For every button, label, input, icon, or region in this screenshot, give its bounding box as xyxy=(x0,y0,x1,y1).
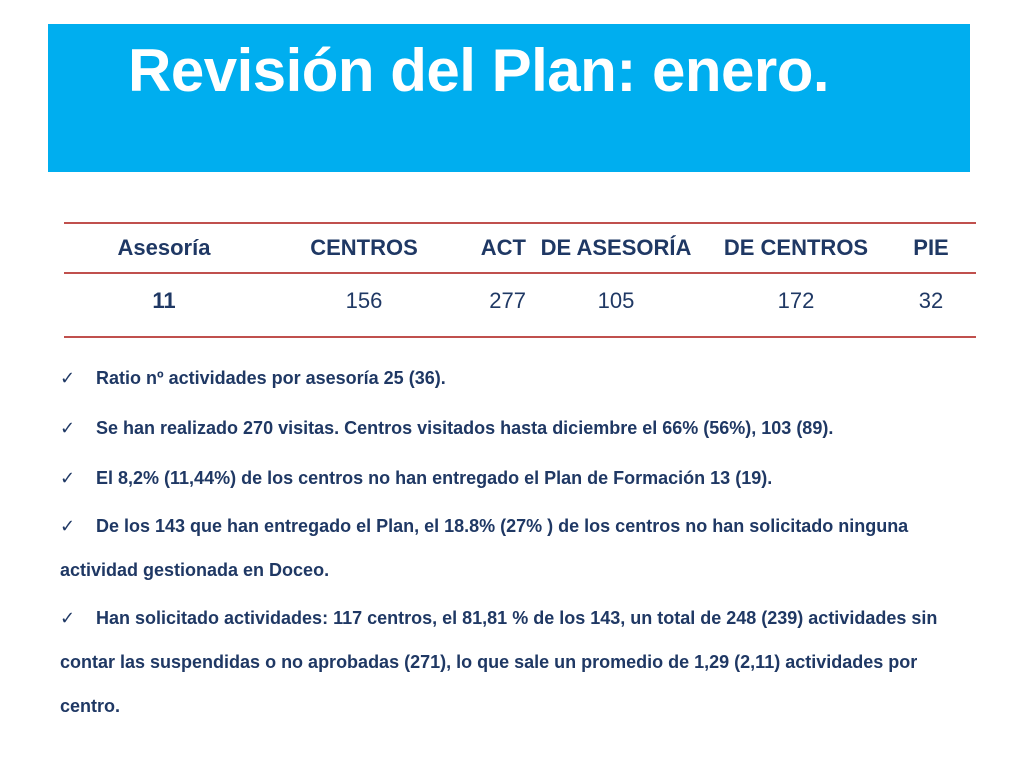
cell-centros: 156 xyxy=(264,273,464,337)
bullet-item xyxy=(60,456,960,500)
cell-act: 277 xyxy=(464,273,526,337)
cell-de-centros: 172 xyxy=(706,273,886,337)
checkmark-icon: ✓ xyxy=(60,468,76,488)
bullet-item xyxy=(60,596,960,728)
bullet-text: El 8,2% (11,44%) de los centros no han entregado el Plan de Formación 13 (19). xyxy=(96,468,773,488)
header-de-asesoria: DE ASESORÍA xyxy=(526,223,706,273)
cell-asesoria: 11 xyxy=(64,273,264,337)
checkmark-icon: ✓ xyxy=(60,516,76,536)
checkmark-icon: ✓ xyxy=(60,608,76,628)
header-pie: PIE xyxy=(886,223,976,273)
bullet-text: Han solicitado actividades: 117 centros, el 81,81 % de los 143, un total de 248 (239) actividades sin contar las suspendidas o no aprobadas (271), lo que sale un promedio de 1,29 (2,11) actividades por centro. xyxy=(60,608,938,716)
bullet-item xyxy=(60,406,960,450)
slide-title: Revisión del Plan: enero. xyxy=(128,37,830,104)
cell-pie: 32 xyxy=(886,273,976,337)
bullet-text: De los 143 que han entregado el Plan, el 18.8% (27% ) de los centros no han solicitado ninguna actividad gestionada en Doceo. xyxy=(60,516,909,580)
table-header-row xyxy=(64,223,976,273)
bullet-item xyxy=(60,504,960,592)
stats-table xyxy=(64,222,976,338)
cell-de-asesoria: 105 xyxy=(526,273,706,337)
checkmark-icon: ✓ xyxy=(60,418,76,438)
table-row xyxy=(64,273,976,337)
header-de-centros: DE CENTROS xyxy=(706,223,886,273)
header-centros: CENTROS xyxy=(264,223,464,273)
bullet-text: Ratio nº actividades por asesoría 25 (36). xyxy=(96,368,446,388)
bullet-text: Se han realizado 270 visitas. Centros visitados hasta diciembre el 66% (56%), 103 (89). xyxy=(96,418,834,438)
checkmark-icon: ✓ xyxy=(60,368,76,388)
bullet-list xyxy=(60,356,960,728)
header-act: ACT xyxy=(464,223,526,273)
header-asesoria: Asesoría xyxy=(64,223,264,273)
bullet-item xyxy=(60,356,960,400)
